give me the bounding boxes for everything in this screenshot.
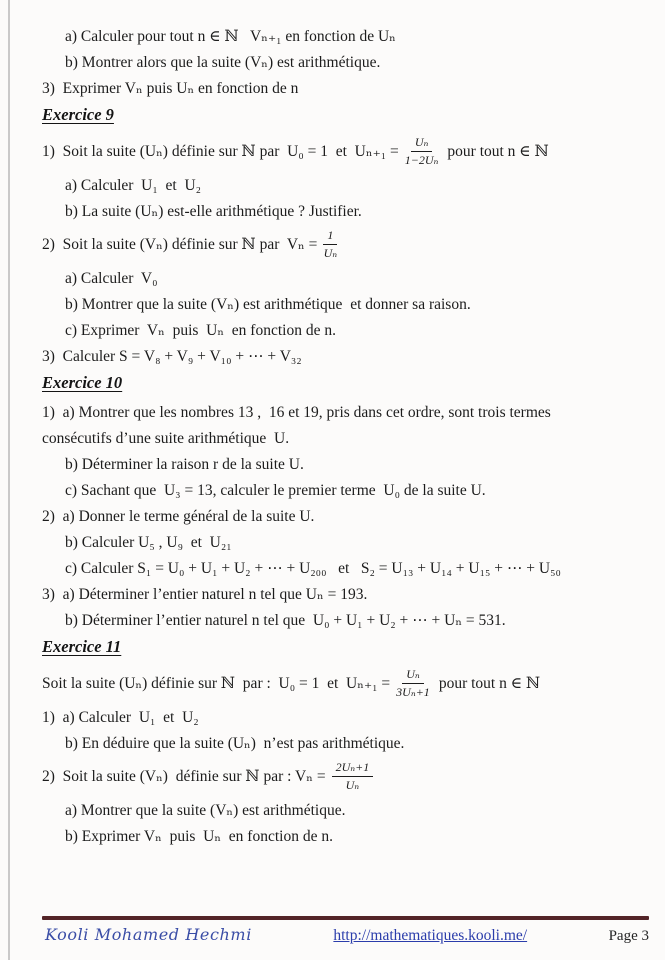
doc-line: 3) Calculer S = V₈ + V₉ + V₁₀ + ⋯ + V₃₂: [42, 348, 302, 365]
doc-line: 3) Exprimer Vₙ puis Uₙ en fonction de n: [42, 80, 299, 97]
fraction-numerator: Uₙ: [402, 667, 424, 684]
doc-line: b) Montrer que la suite (Vₙ) est arithmétique et donner sa raison.: [65, 296, 471, 313]
doc-line: a) Montrer que la suite (Vₙ) est arithmétique.: [65, 802, 346, 819]
doc-line: [42, 667, 641, 700]
doc-line: 1) a) Montrer que les nombres 13 , 16 et 19, pris dans cet ordre, sont trois termes: [42, 404, 551, 421]
fraction-denominator: 1−2Uₙ: [404, 153, 439, 167]
doc-line: consécutifs d’une suite arithmétique U.: [42, 430, 290, 447]
exercise-heading: Exercice 11: [42, 637, 122, 656]
fraction: [396, 667, 430, 700]
math-text: pour tout n ∈ ℕ: [447, 143, 549, 160]
math-text: Soit la suite (Uₙ) définie sur ℕ par : U₀ = 1 et Uₙ₊₁ =: [42, 675, 391, 692]
doc-line: b) Exprimer Vₙ puis Uₙ en fonction de n.: [65, 828, 333, 845]
page-footer: [45, 925, 649, 945]
doc-line: [42, 135, 641, 168]
doc-line: c) Sachant que U₃ = 13, calculer le premier terme U₀ de la suite U.: [65, 482, 486, 499]
fraction-denominator: Uₙ: [323, 246, 338, 260]
page-number: Page 3: [608, 928, 649, 944]
exercise-11: [42, 637, 641, 846]
doc-line: c) Calculer S₁ = U₀ + U₁ + U₂ + ⋯ + U₂₀₀ et S₂ = U₁₃ + U₁₄ + U₁₅ + ⋯ + U₅₀: [65, 560, 561, 577]
doc-line: a) Calculer U₁ et U₂: [65, 177, 202, 194]
math-text: pour tout n ∈ ℕ: [438, 675, 541, 692]
fraction: [332, 760, 374, 793]
fraction-numerator: 1: [323, 228, 337, 245]
fraction-numerator: Uₙ: [411, 135, 433, 152]
exercise-10: [42, 373, 641, 630]
doc-line: a) Calculer V₀: [65, 270, 158, 287]
footer-rule: [42, 916, 649, 920]
doc-line: b) Déterminer la raison r de la suite U.: [65, 456, 304, 473]
exercise-heading: Exercice 9: [42, 105, 114, 124]
fraction-denominator: 3Uₙ+1: [396, 685, 430, 699]
exercise-8-continuation: [42, 27, 641, 98]
author-name: Kooli Mohamed Hechmi: [45, 925, 252, 944]
doc-line: 2) a) Donner le terme général de la suite U.: [42, 508, 315, 525]
scan-edge-line: [8, 0, 10, 960]
doc-line: c) Exprimer Vₙ puis Uₙ en fonction de n.: [65, 322, 336, 339]
doc-line: b) La suite (Uₙ) est-elle arithmétique ? Justifier.: [65, 203, 362, 220]
math-text: 2) Soit la suite (Vₙ) définie sur ℕ par : Vₙ =: [42, 768, 326, 785]
doc-line: b) Déterminer l’entier naturel n tel que U₀ + U₁ + U₂ + ⋯ + Uₙ = 531.: [65, 612, 506, 629]
doc-line: a) Calculer pour tout n ∈ ℕ Vₙ₊₁ en fonction de Uₙ: [65, 28, 396, 45]
doc-line: b) Calculer U₅ , U₉ et U₂₁: [65, 534, 232, 551]
doc-line: 3) a) Déterminer l’entier naturel n tel que Uₙ = 193.: [42, 586, 368, 603]
doc-line: b) En déduire que la suite (Uₙ) n’est pas arithmétique.: [65, 735, 405, 752]
doc-line: b) Montrer alors que la suite (Vₙ) est arithmétique.: [65, 54, 381, 71]
footer-link[interactable]: http://mathematiques.kooli.me/: [333, 927, 528, 944]
doc-line: 1) a) Calculer U₁ et U₂: [42, 709, 199, 726]
math-text: 2) Soit la suite (Vₙ) définie sur ℕ par Vₙ =: [42, 236, 318, 253]
fraction: [405, 135, 439, 168]
exercise-heading: Exercice 10: [42, 373, 123, 392]
exercise-9: [42, 105, 641, 366]
fraction: [323, 228, 337, 261]
math-text: 1) Soit la suite (Uₙ) définie sur ℕ par U₀ = 1 et Uₙ₊₁ =: [42, 143, 399, 160]
fraction-numerator: 2Uₙ+1: [332, 760, 374, 777]
doc-line: [42, 760, 641, 793]
fraction-denominator: Uₙ: [345, 778, 360, 792]
doc-line: [42, 228, 641, 261]
